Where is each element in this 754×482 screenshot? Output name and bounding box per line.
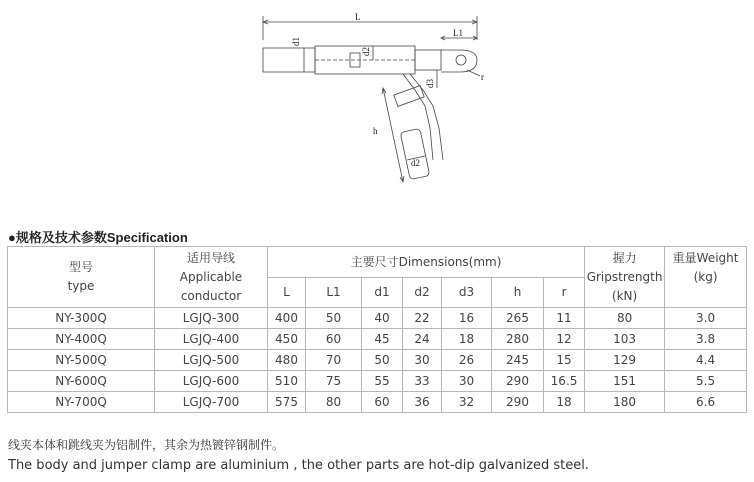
- cell-weight: 3.0: [665, 308, 747, 329]
- cell-d2: 22: [403, 308, 442, 329]
- label-h: h: [373, 126, 378, 136]
- header-dim-h: h: [492, 278, 544, 308]
- cell-h: 245: [492, 350, 544, 371]
- header-dim-L: L: [268, 278, 306, 308]
- cell-L: 510: [268, 371, 306, 392]
- cell-grip: 180: [585, 392, 665, 413]
- cell-weight: 4.4: [665, 350, 747, 371]
- clamp-technical-drawing: [255, 10, 495, 195]
- cell-d1: 50: [362, 350, 403, 371]
- header-dim-d2: d2: [403, 278, 442, 308]
- cell-type: NY-400Q: [8, 329, 155, 350]
- label-d2-lower: d2: [411, 158, 420, 168]
- cell-L1: 50: [306, 308, 362, 329]
- cell-d3: 30: [442, 371, 492, 392]
- cell-conductor: LGJQ-500: [155, 350, 268, 371]
- cell-d2: 24: [403, 329, 442, 350]
- cell-r: 18: [544, 392, 585, 413]
- cell-d3: 16: [442, 308, 492, 329]
- header-dim-d1: d1: [362, 278, 403, 308]
- cell-L: 400: [268, 308, 306, 329]
- header-weight: 重量Weight (kg): [665, 247, 747, 308]
- cell-conductor: LGJQ-400: [155, 329, 268, 350]
- cell-L: 480: [268, 350, 306, 371]
- label-L: L: [355, 12, 361, 22]
- note-chinese: 线夹本体和跳线夹为铝制件，其余为热镀锌钢制件。: [8, 438, 285, 452]
- cell-h: 290: [492, 392, 544, 413]
- header-type: 型号 type: [8, 247, 155, 308]
- label-d2: d2: [361, 47, 371, 56]
- cell-d3: 32: [442, 392, 492, 413]
- cell-d1: 40: [362, 308, 403, 329]
- cell-weight: 3.8: [665, 329, 747, 350]
- table-row: [8, 308, 747, 329]
- label-r: r: [481, 72, 484, 82]
- note-english: The body and jumper clamp are aluminium , the other parts are hot-dip galvanized steel.: [8, 458, 589, 473]
- cell-grip: 80: [585, 308, 665, 329]
- cell-type: NY-500Q: [8, 350, 155, 371]
- cell-d1: 55: [362, 371, 403, 392]
- cell-L: 575: [268, 392, 306, 413]
- cell-d2: 30: [403, 350, 442, 371]
- header-dim-r: r: [544, 278, 585, 308]
- cell-d2: 36: [403, 392, 442, 413]
- cell-h: 280: [492, 329, 544, 350]
- cell-h: 290: [492, 371, 544, 392]
- header-conductor: 适用导线 Applicable conductor: [155, 247, 268, 308]
- header-dim-d3: d3: [442, 278, 492, 308]
- cell-d3: 18: [442, 329, 492, 350]
- table-row: [8, 329, 747, 350]
- cell-L1: 70: [306, 350, 362, 371]
- cell-L: 450: [268, 329, 306, 350]
- cell-conductor: LGJQ-600: [155, 371, 268, 392]
- cell-r: 12: [544, 329, 585, 350]
- cell-d1: 45: [362, 329, 403, 350]
- label-L1: L1: [453, 28, 463, 38]
- cell-conductor: LGJQ-700: [155, 392, 268, 413]
- table-row: [8, 371, 747, 392]
- cell-type: NY-700Q: [8, 392, 155, 413]
- cell-h: 265: [492, 308, 544, 329]
- cell-type: NY-600Q: [8, 371, 155, 392]
- cell-r: 15: [544, 350, 585, 371]
- label-d1: d1: [291, 37, 301, 46]
- cell-type: NY-300Q: [8, 308, 155, 329]
- header-grip: 握力 Gripstrength (kN): [585, 247, 665, 308]
- label-d3: d3: [425, 79, 435, 88]
- header-dimensions: 主要尺寸Dimensions(mm): [268, 247, 585, 278]
- cell-weight: 6.6: [665, 392, 747, 413]
- cell-L1: 75: [306, 371, 362, 392]
- cell-d2: 33: [403, 371, 442, 392]
- cell-r: 11: [544, 308, 585, 329]
- header-dim-L1: L1: [306, 278, 362, 308]
- cell-weight: 5.5: [665, 371, 747, 392]
- cell-d3: 26: [442, 350, 492, 371]
- cell-conductor: LGJQ-300: [155, 308, 268, 329]
- section-title: ●规格及技术参数Specification: [8, 230, 188, 245]
- specification-table: [7, 246, 747, 413]
- cell-L1: 80: [306, 392, 362, 413]
- table-row: [8, 392, 747, 413]
- cell-r: 16.5: [544, 371, 585, 392]
- cell-d1: 60: [362, 392, 403, 413]
- cell-grip: 129: [585, 350, 665, 371]
- cell-grip: 103: [585, 329, 665, 350]
- cell-grip: 151: [585, 371, 665, 392]
- cell-L1: 60: [306, 329, 362, 350]
- table-row: [8, 350, 747, 371]
